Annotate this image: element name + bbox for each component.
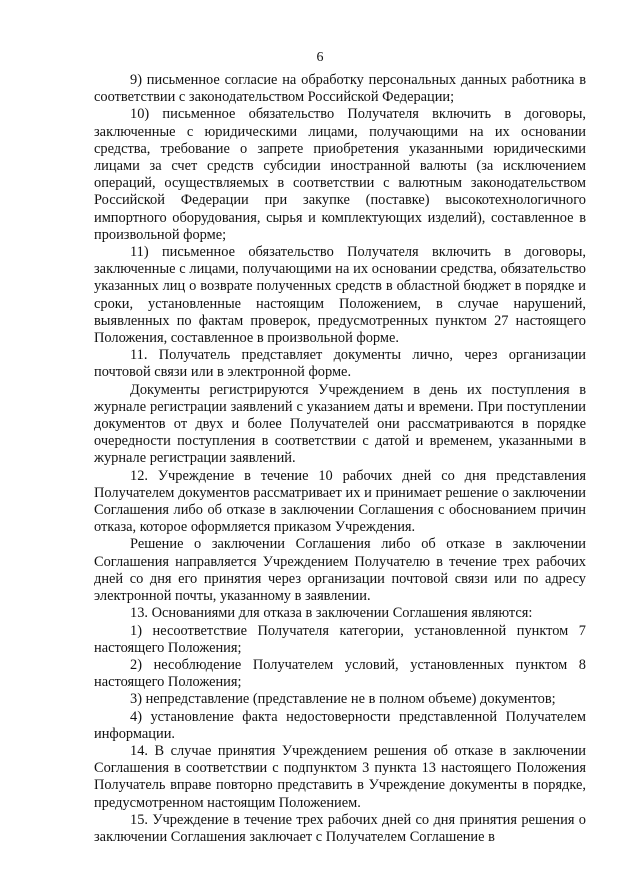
paragraph-clause-13: 13. Основаниями для отказа в заключении Соглашения являются: (130, 605, 533, 622)
paragraph-clause-11: 11. Получатель представляет документы лично, через организации почтовой связи или в электронной форме. (94, 347, 586, 381)
paragraph-decision-notice: Решение о заключении Соглашения либо об отказе в заключении Соглашения направляется Учреждением Получателю в течение трех рабочих дней со дня его принятия через организации почтовой связи или по адресу электронной почты, указанному в заявлении. (94, 536, 586, 605)
paragraph-clause-15: 15. Учреждение в течение трех рабочих дней со дня принятия решения о заключении Соглашения заключает с Получателем Соглашение в (94, 811, 586, 845)
paragraph-clause-14: 14. В случае принятия Учреждением решения об отказе в заключении Соглашения в соответствии с подпунктом 3 пункта 13 настоящего Положения Получатель вправе повторно представить в Учреждение документы в порядке, предусмотренном настоящим Положением. (94, 742, 586, 811)
paragraph-refusal-3: 3) непредставление (представление не в полном объеме) документов; (130, 691, 556, 708)
paragraph-registration: Документы регистрируются Учреждением в день их поступления в журнале регистрации заявлений с указанием даты и времени. При поступлении документов от двух и более Получателей они рассматриваются в порядке очередности поступления в соответствии с датой и временем, указанными в журнале регистрации заявлений. (94, 381, 586, 467)
paragraph-item-10: 10) письменное обязательство Получателя включить в договоры, заключенные с юридическими лицами, получающими на их основании средства, требование о запрете приобретения указанными юридическими лицами за счет средств субсидии иностранной валюты (за исключением операций, осуществляемых в соответствии с валютным законодательством Российской Федерации при закупке (поставке) высокотехнологичного импортного оборудования, сырья и комплектующих изделий), составленное в произвольной форме; (94, 106, 586, 243)
paragraph-clause-12: 12. Учреждение в течение 10 рабочих дней со дня представления Получателем документов рассматривает их и принимает решение о заключении Соглашения либо об отказе в заключении Соглашения с обоснованием причин отказа, которое оформляется приказом Учреждения. (94, 467, 586, 536)
page-number: 6 (316, 50, 324, 65)
paragraph-refusal-1: 1) несоответствие Получателя категории, установленной пунктом 7 настоящего Положения; (94, 622, 586, 656)
document-body (94, 72, 586, 846)
paragraph-item-9: 9) письменное согласие на обработку персональных данных работника в соответствии с законодательством Российской Федерации; (94, 72, 586, 106)
paragraph-refusal-2: 2) несоблюдение Получателем условий, установленных пунктом 8 настоящего Положения; (94, 656, 586, 691)
paragraph-item-11: 11) письменное обязательство Получателя включить в договоры, заключенные с лицами, получающими на их основании средства, обязательство указанных лиц о возврате полученных средств в областной бюджет в порядке и сроки, установленные настоящим Положением, в случае нарушений, выявленных по фактам проверок, предусмотренных пунктом 27 настоящего Положения, составленное в произвольной форме. (94, 244, 586, 347)
paragraph-refusal-4: 4) установление факта недостоверности представленной Получателем информации. (94, 708, 586, 742)
